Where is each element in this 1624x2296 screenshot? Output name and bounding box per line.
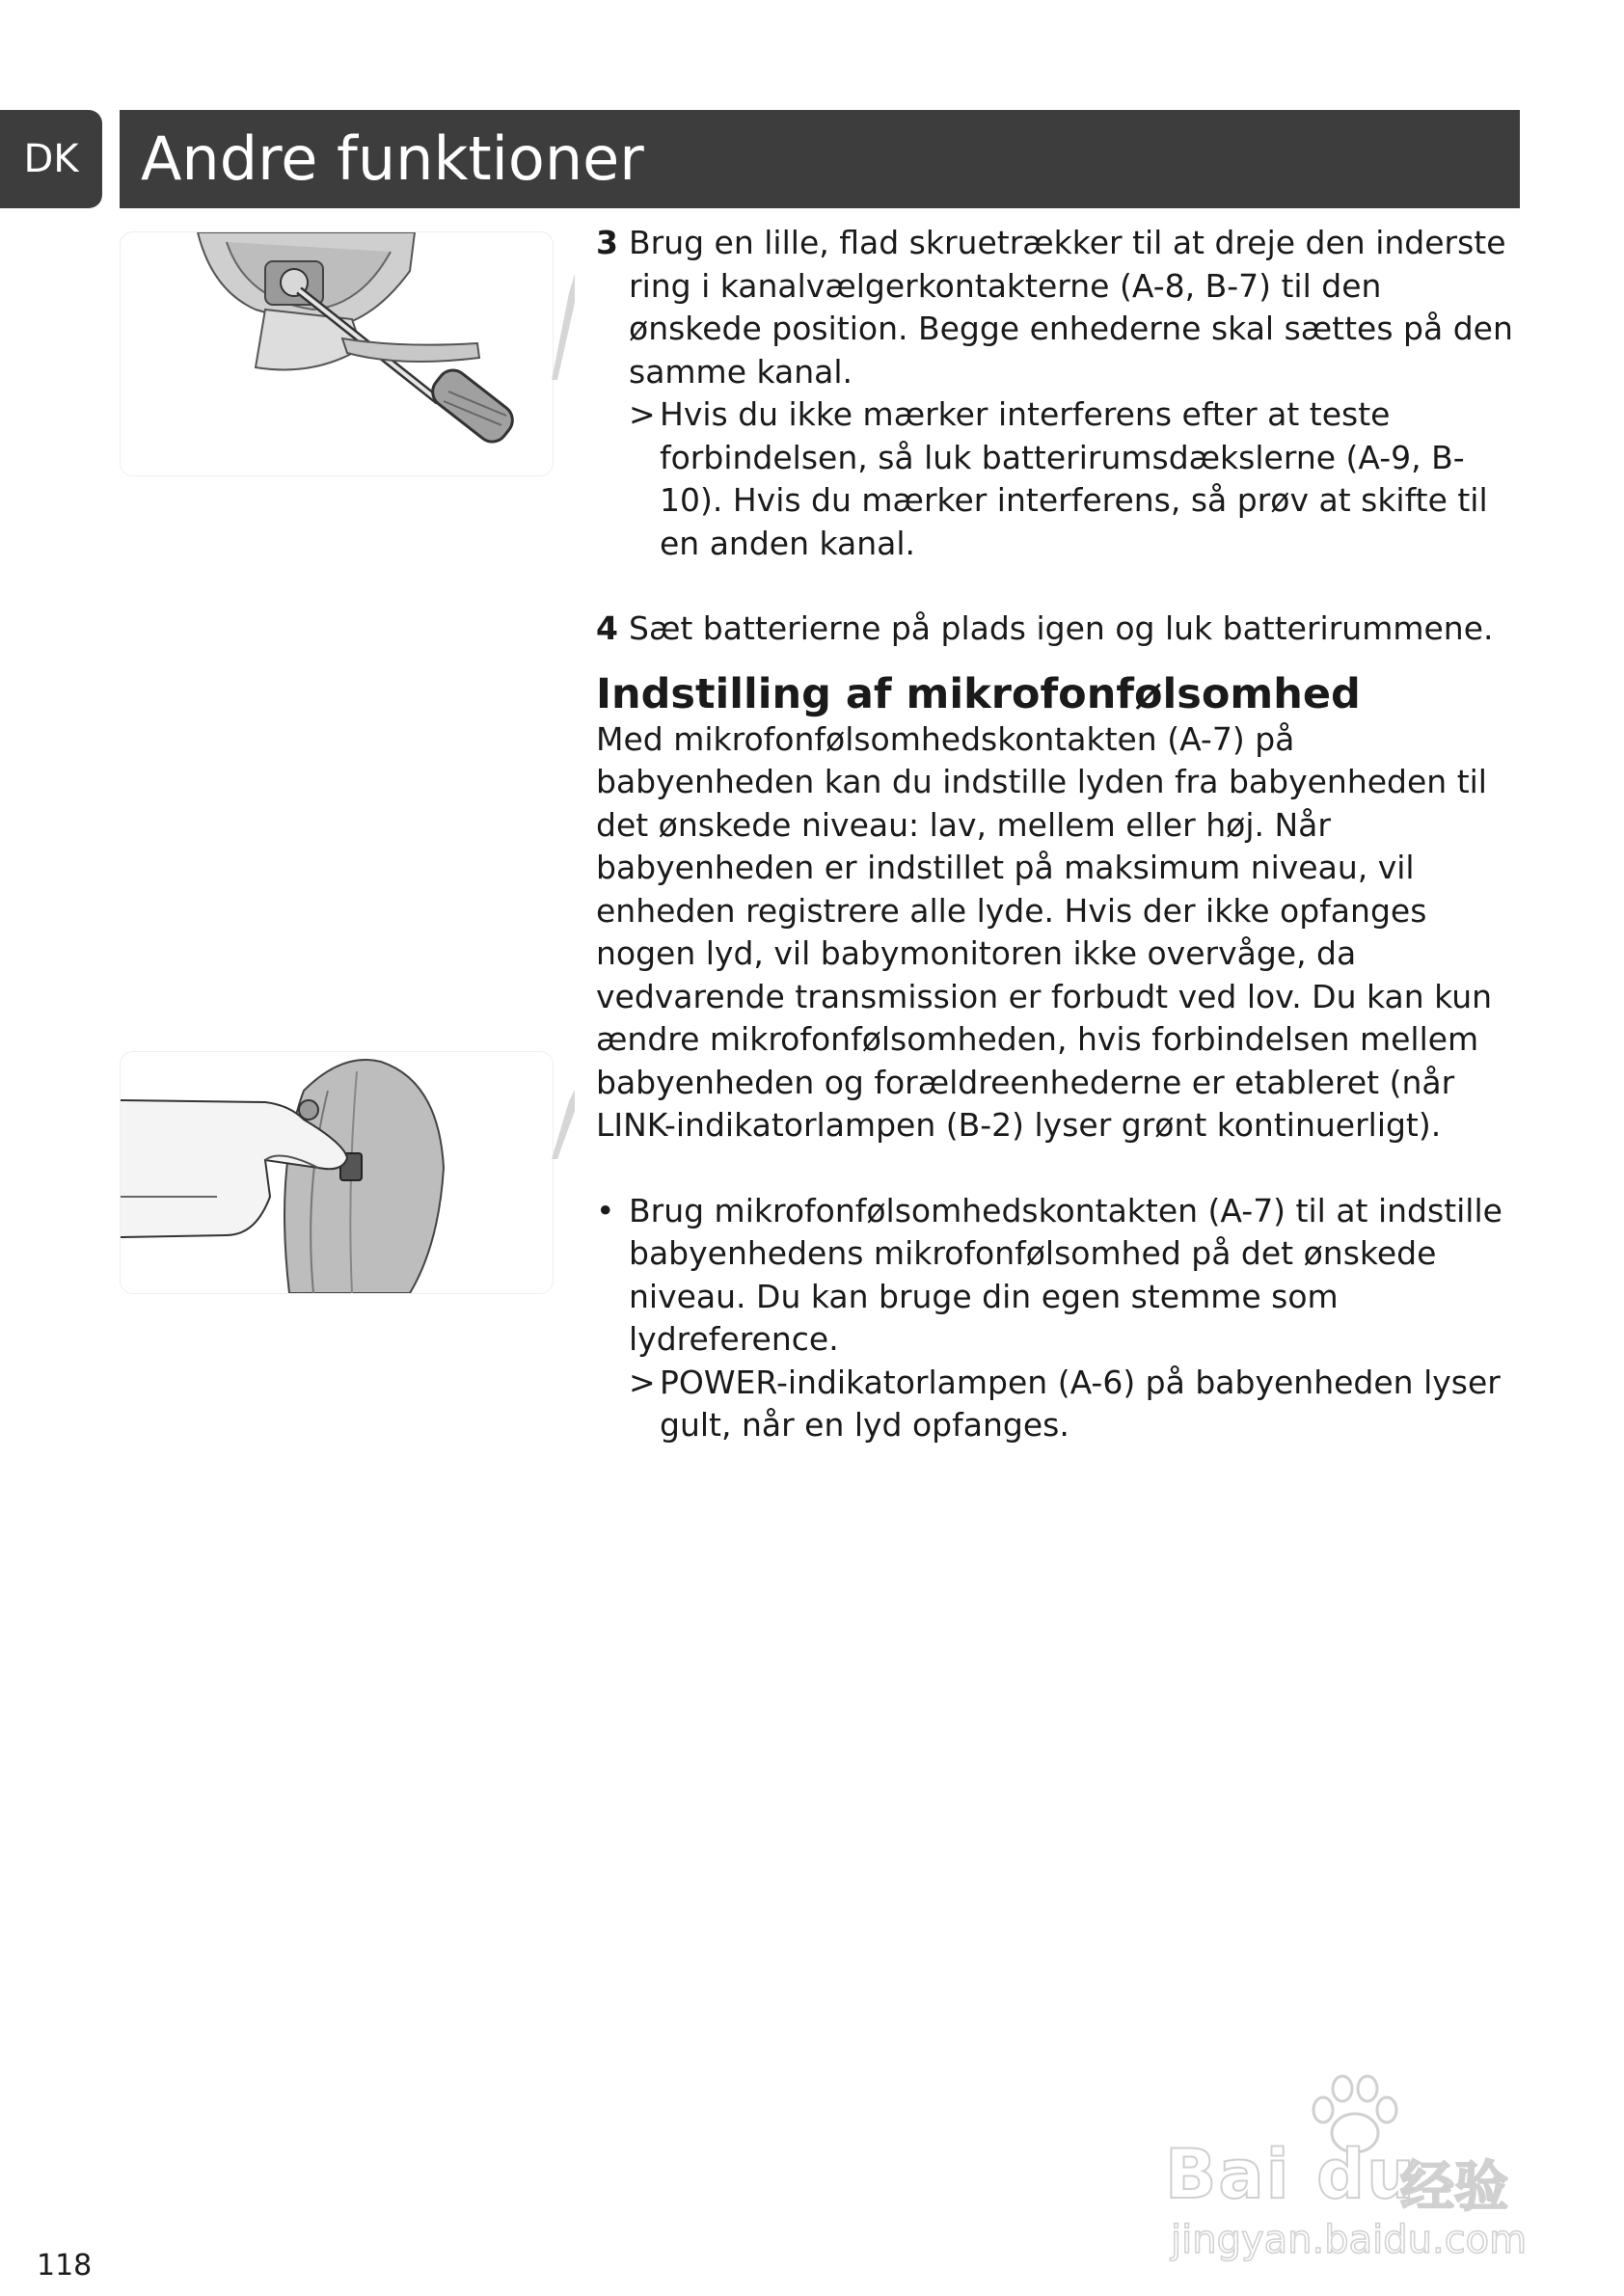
section-paragraph: Med mikrofonfølsomhedskontakten (A-7) på babyenheden kan du indstille lyden fra babyenheden til det ønskede niveau: lav, mellem eller høj. Når babyenheden er indstillet på maksimum niveau, vil enheden registrere alle lyde. Hvis der ikke opfanges nogen lyd, vil babymonitoren ikke overvåge, da vedvarende transmission er forbudt ved lov. Du kan kun ændre mikrofonfølsomheden, hvis forbindelsen mellem babyenheden og forældreenhederne er etableret (når LINK-indikatorlampen (B-2) lyser grønt kontinuerligt).	[596, 719, 1493, 1144]
language-tab-label: DK	[23, 137, 79, 181]
result-text: Hvis du ikke mærker interferens efter at teste forbindelsen, så luk batterirumsdækslerne (A-9, B-10). Hvis du mærker interferens, så prøv at skifte til en anden kanal.	[660, 395, 1488, 562]
callout-wedge	[552, 1090, 575, 1159]
instruction-content	[596, 222, 1522, 1447]
watermark-url: jingyan.baidu.com	[1171, 2218, 1528, 2262]
bullet-result	[629, 1362, 1522, 1447]
result-marker: >	[629, 395, 656, 433]
bullet-text: Brug mikrofonfølsomhedskontakten (A-7) til at indstille babyenhedens mikrofonfølsomhed på det ønskede niveau. Du kan bruge din egen stemme som lydreference.	[629, 1191, 1502, 1358]
language-tab	[0, 110, 102, 208]
result-text: POWER-indikatorlampen (A-6) på babyenheden lyser gult, når en lyd opfanges.	[660, 1363, 1501, 1444]
watermark-cn: 经验	[1400, 2156, 1508, 2219]
screwdriver-drawing	[121, 232, 553, 475]
step-number: 3	[596, 224, 618, 261]
finger-switch-drawing	[121, 1052, 553, 1293]
screwdriver-illustration	[120, 231, 554, 476]
step-4	[596, 608, 1522, 651]
finger-switch-illustration	[120, 1051, 554, 1294]
bullet-item	[596, 1190, 1522, 1447]
page-number: 118	[37, 2249, 93, 2282]
step-result	[629, 393, 1522, 565]
step-3	[596, 222, 1522, 565]
result-marker: >	[629, 1363, 656, 1401]
step-text: Sæt batterierne på plads igen og luk batterirummene.	[629, 609, 1494, 647]
callout-wedge	[552, 274, 575, 380]
watermark-brand: Bai du	[1165, 2135, 1417, 2214]
page-title: Andre funktioner	[141, 123, 644, 194]
baidu-watermark	[1157, 2073, 1553, 2266]
section-heading: Indstilling af mikrofonfølsomhed	[596, 669, 1361, 718]
bullet-marker: •	[596, 1191, 615, 1229]
step-number: 4	[596, 609, 618, 647]
step-text: Brug en lille, flad skruetrækker til at dreje den inderste ring i kanalvælgerkontakterne (A-8, B-7) til den ønskede position. Begge enhederne skal sættes på den samme kanal.	[629, 224, 1513, 391]
section-title-bar	[120, 110, 1520, 208]
